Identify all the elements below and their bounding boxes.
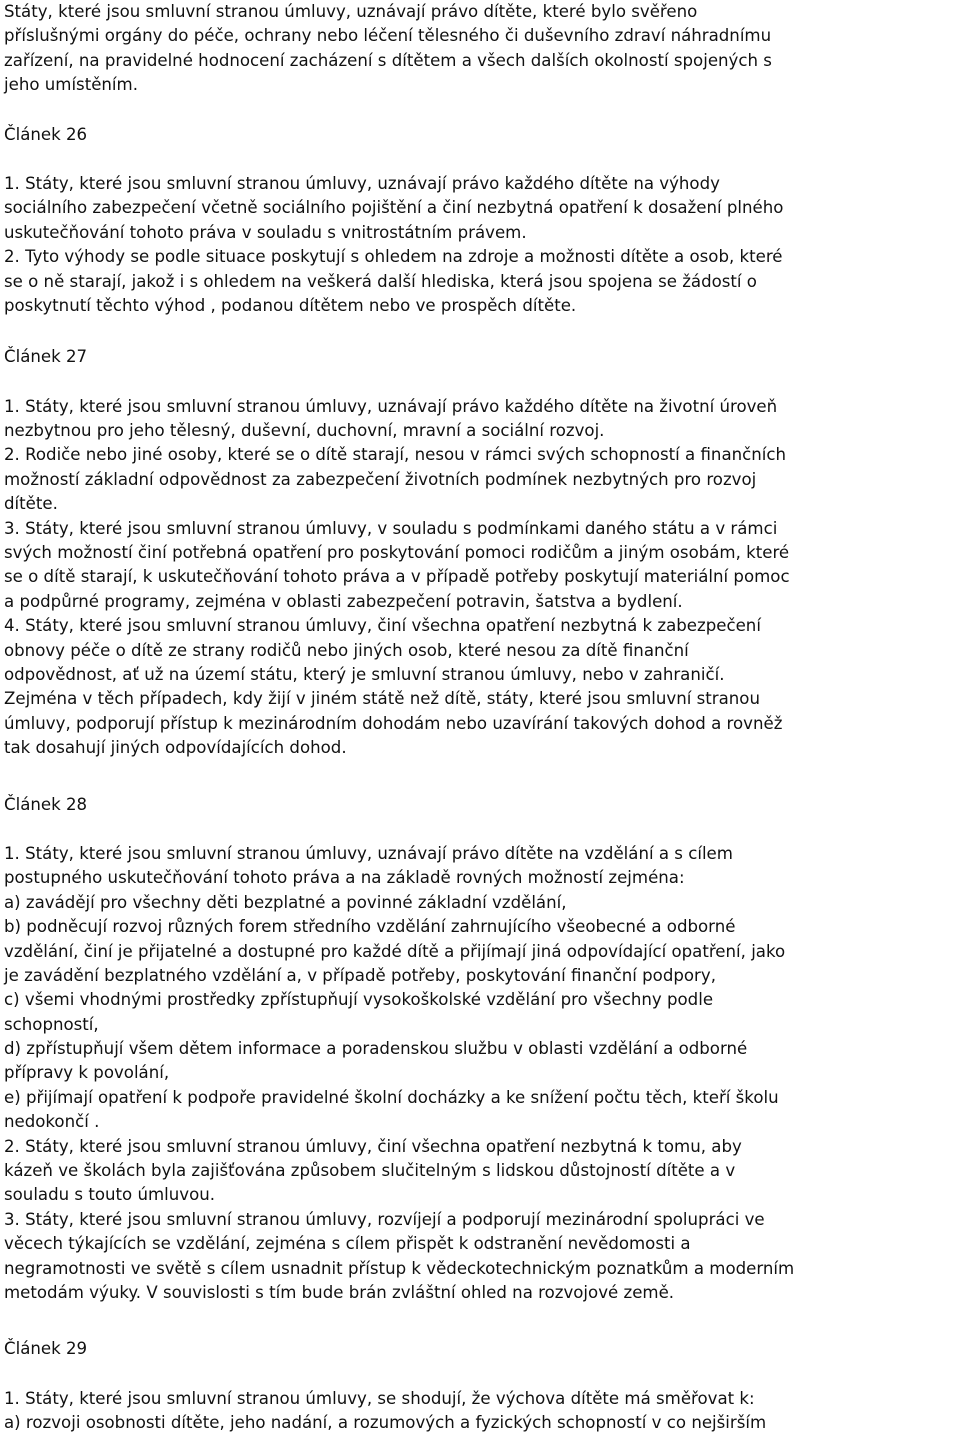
text-line: uskutečňování tohoto práva v souladu s vnitrostátním právem. <box>4 222 527 242</box>
text-line: zařízení, na pravidelné hodnocení zacházení s dítětem a všech dalších okolností spojených s <box>4 50 772 70</box>
text-line: 1. Státy, které jsou smluvní stranou úmluvy, se shodují, že výchova dítěte má směřovat k: <box>4 1388 755 1408</box>
spacer <box>4 761 956 793</box>
text-line: 3. Státy, které jsou smluvní stranou úmluvy, rozvíjejí a podporují mezinárodní spolupráci ve <box>4 1209 765 1229</box>
article-heading: Článek 29 <box>4 1339 88 1359</box>
text-line: možností základní odpovědnost za zabezpečení životních podmínek nezbytných pro rozvoj <box>4 469 757 489</box>
spacer <box>4 1305 956 1337</box>
text-line: nedokončí . <box>4 1112 100 1132</box>
text-line: se o ně starají, jakož i s ohledem na veškerá další hlediska, která jsou spojena se žádostí o <box>4 271 757 291</box>
text-line: vzdělání, činí je přijatelné a dostupné pro každé dítě a přijímají jiná odpovídající opatření, jako <box>4 941 786 961</box>
text-line: a) rozvoji osobnosti dítěte, jeho nadání, a rozumových a fyzických schopností v co nejširším <box>4 1413 767 1433</box>
document-page <box>4 0 956 1436</box>
text-line: svých možností činí potřebná opatření pro poskytování pomoci rodičům a jiným osobám, které <box>4 543 790 563</box>
text-line: Zejména v těch případech, kdy žijí v jiném státě než dítě, státy, které jsou smluvní stranou <box>4 689 760 709</box>
text-line: přípravy k povolání, <box>4 1063 170 1083</box>
text-line: 1. Státy, které jsou smluvní stranou úmluvy, uznávají právo dítěte na vzdělání a s cílem <box>4 843 733 863</box>
text-line: 1. Státy, které jsou smluvní stranou úmluvy, uznávají právo každého dítěte na výhody <box>4 173 720 193</box>
text-line: odpovědnost, ať už na území státu, který je smluvní stranou úmluvy, nebo v zahraničí. <box>4 664 725 684</box>
text-line: 2. Tyto výhody se podle situace poskytují s ohledem na zdroje a možnosti dítěte a osob, které <box>4 247 783 267</box>
text-line: kázeň ve školách byla zajišťována způsobem slučitelným s lidskou důstojností dítěte a v <box>4 1161 736 1181</box>
text-line: příslušnými orgány do péče, ochrany nebo léčení tělesného či duševního zdraví náhradnímu <box>4 26 772 46</box>
text-line: e) přijímají opatření k podpoře pravidelné školní docházky a ke snížení počtu těch, kteří školu <box>4 1087 779 1107</box>
text-line: b) podněcují rozvoj různých forem středního vzdělání zahrnujícího všeobecné a odborné <box>4 917 736 937</box>
spacer <box>4 98 956 123</box>
text-line: 2. Rodiče nebo jiné osoby, které se o dítě starají, nesou v rámci svých schopností a finančních <box>4 445 787 465</box>
text-line: metodám výuky. V souvislosti s tím bude brán zvláštní ohled na rozvojové země. <box>4 1282 675 1302</box>
paragraph <box>4 395 956 761</box>
text-line: je zavádění bezplatného vzdělání a, v případě potřeby, poskytování finanční podpory, <box>4 965 716 985</box>
paragraph <box>4 842 956 1305</box>
article-heading: Článek 27 <box>4 347 88 367</box>
text-line: souladu s touto úmluvou. <box>4 1185 216 1205</box>
text-line: sociálního zabezpečení včetně sociálního pojištění a činí nezbytná opatření k dosažení plného <box>4 198 784 218</box>
text-line: 2. Státy, které jsou smluvní stranou úmluvy, činí všechna opatření nezbytná k tomu, aby <box>4 1136 742 1156</box>
article-heading: Článek 26 <box>4 124 88 144</box>
text-line: 4. Státy, které jsou smluvní stranou úmluvy, činí všechna opatření nezbytná k zabezpečení <box>4 616 761 636</box>
spacer <box>4 318 956 345</box>
text-line: věcech týkajících se vzdělání, zejména s cílem přispět k odstranění nevědomosti a <box>4 1234 691 1254</box>
text-line: a podpůrné programy, zejména v oblasti zabezpečení potravin, šatstva a bydlení. <box>4 591 683 611</box>
text-line: 1. Státy, které jsou smluvní stranou úmluvy, uznávají právo každého dítěte na životní úroveň <box>4 396 778 416</box>
article-heading: Článek 28 <box>4 794 88 814</box>
text-line: jeho umístěním. <box>4 75 138 95</box>
spacer <box>4 147 956 172</box>
spacer <box>4 1362 956 1387</box>
spacer <box>4 817 956 842</box>
paragraph <box>4 0 956 98</box>
text-line: úmluvy, podporují přístup k mezinárodním dohodám nebo uzavírání takových dohod a rovněž <box>4 713 783 733</box>
text-line: Státy, které jsou smluvní stranou úmluvy, uznávají právo dítěte, které bylo svěřeno <box>4 2 698 21</box>
paragraph <box>4 1387 956 1436</box>
text-line: obnovy péče o dítě ze strany rodičů nebo jiných osob, které nesou za dítě finanční <box>4 640 689 660</box>
spacer <box>4 370 956 395</box>
text-line: dítěte. <box>4 494 58 514</box>
text-line: 3. Státy, které jsou smluvní stranou úmluvy, v souladu s podmínkami daného státu a v rámci <box>4 518 778 538</box>
text-line: se o dítě starají, k uskutečňování tohoto práva a v případě potřeby poskytují materiální pomoc <box>4 567 790 587</box>
text-line: schopností, <box>4 1014 99 1034</box>
text-line: poskytnutí těchto výhod , podanou dítětem nebo ve prospěch dítěte. <box>4 295 577 315</box>
text-line: a) zavádějí pro všechny děti bezplatné a povinné základní vzdělání, <box>4 892 567 912</box>
text-line: negramotnosti ve světě s cílem usnadnit přístup k vědeckotechnickým poznatkům a moderním <box>4 1258 795 1278</box>
paragraph <box>4 172 956 318</box>
text-line: tak dosahují jiných odpovídajících dohod. <box>4 738 347 758</box>
text-line: d) zpřístupňují všem dětem informace a poradenskou službu v oblasti vzdělání a odborné <box>4 1039 748 1059</box>
text-line: postupného uskutečňování tohoto práva a na základě rovných možností zejména: <box>4 868 685 888</box>
text-line: nezbytnou pro jeho tělesný, duševní, duchovní, mravní a sociální rozvoj. <box>4 421 605 441</box>
text-line: c) všemi vhodnými prostředky zpřístupňují vysokoškolské vzdělání pro všechny podle <box>4 990 714 1010</box>
